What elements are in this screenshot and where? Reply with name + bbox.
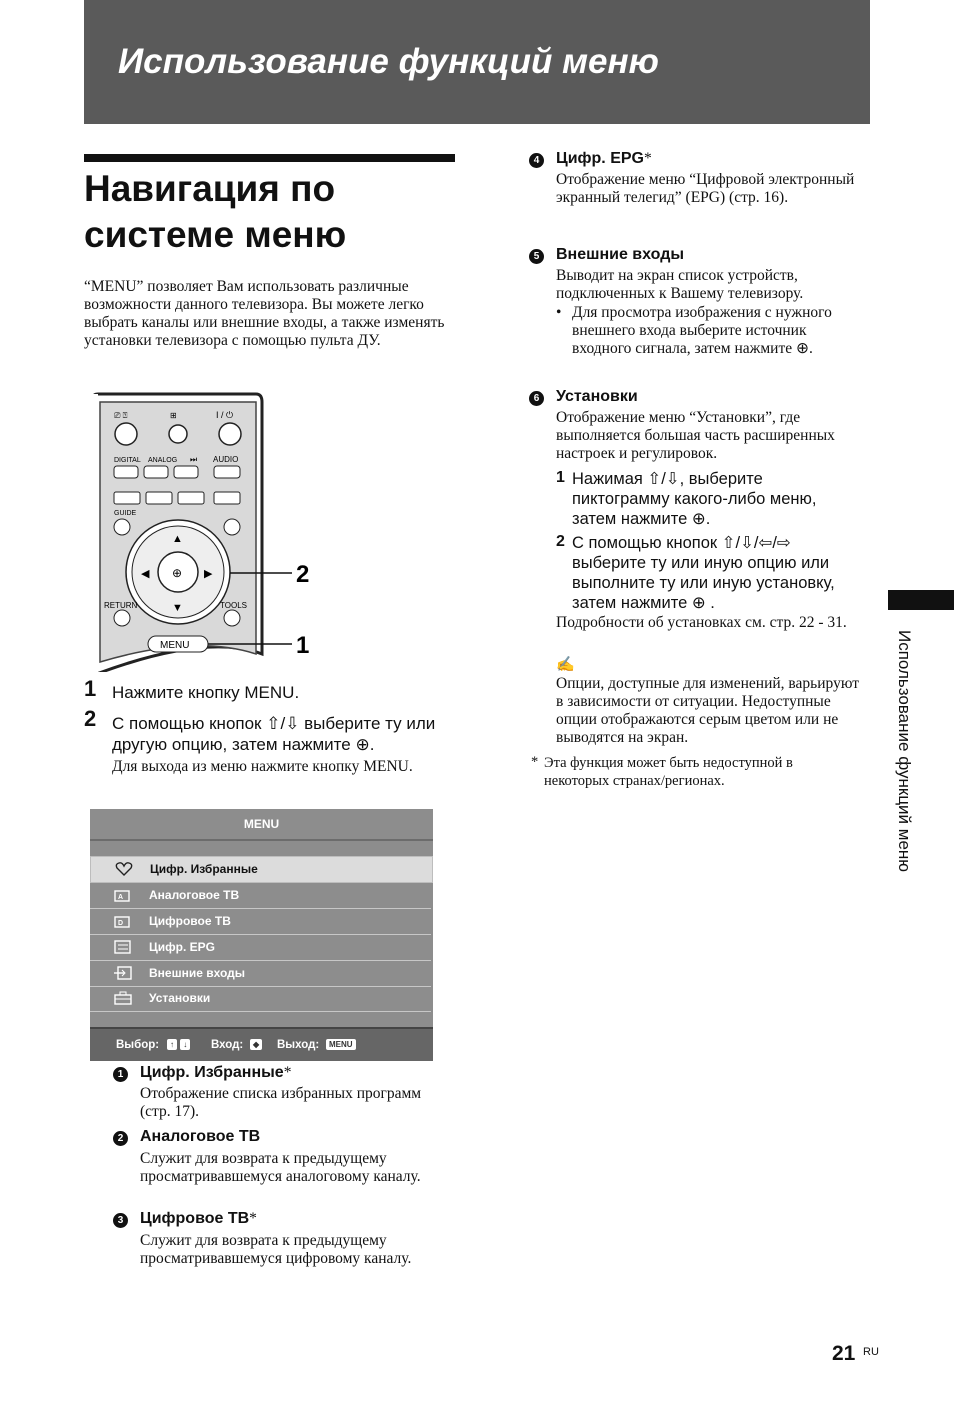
enter-key-icon: ◆	[250, 1029, 262, 1061]
menu-item-inputs: Внешние входы	[90, 961, 431, 987]
side-tab-marker	[888, 590, 954, 610]
digital-label: DIGITAL	[114, 457, 141, 464]
menu-footer: Выбор: ↑ ↓ Вход: ◆ Выход: MENU	[90, 1027, 433, 1061]
section-setup-body: Отображение меню “Установки”, где выполняется большая часть расширенных настроек и регулировок.	[556, 409, 835, 462]
power-label: I / ⏻	[216, 410, 234, 420]
menu-item-epg: Цифр. EPG	[90, 935, 431, 961]
svg-text:⏭: ⏭	[190, 455, 198, 464]
svg-text:A: A	[118, 894, 124, 901]
section-setup: 6 Установки	[529, 387, 638, 407]
menu-key: MENU	[326, 1039, 356, 1050]
setup-substep-2-text: С помощью кнопок ⇧/⇩/⇦/⇨ выберите ту или иную опцию или выполните ту или иную установку, затем нажмите ⊕ .	[572, 534, 835, 612]
analog-tv-icon	[114, 888, 132, 902]
svg-text:▼: ▼	[172, 602, 183, 614]
section-digital: 3 Цифровое ТВ*	[113, 1209, 257, 1229]
section-inputs-bullet: Для просмотра изображения с нужного внешнего входа выберите источник входного сигнала, затем нажмите ⊕.	[572, 304, 832, 357]
section-epg: 4 Цифр. EPG*	[529, 149, 652, 169]
note-pencil-icon: ✍	[556, 657, 575, 673]
epg-icon	[114, 940, 132, 954]
step-2-text: С помощью кнопок ⇧/⇩ выберите ту или другую опцию, затем нажмите ⊕.	[112, 714, 436, 754]
remote-illustration	[84, 392, 324, 672]
digital-tv-icon	[114, 914, 132, 928]
menu-item-favorites: Цифр. Избранные	[90, 856, 433, 883]
analog-label: ANALOG	[148, 457, 178, 464]
section-epg-body: Отображение меню “Цифровой электронный экранный телегид” (EPG) (стр. 16).	[556, 171, 855, 206]
side-tab-label: Использование функций меню	[895, 630, 914, 873]
section-favorites: 1 Цифр. Избранные*	[113, 1063, 291, 1083]
setup-details: Подробности об установках см. стр. 22 - 31.	[556, 614, 847, 631]
menu-title: MENU	[90, 809, 433, 841]
section-digital-body: Служит для возврата к предыдущему просматривавшемуся цифровому каналу.	[140, 1232, 412, 1267]
menu-screenshot	[90, 809, 433, 1059]
menu-item-setup: Установки	[90, 986, 431, 1012]
svg-text:▲: ▲	[172, 533, 183, 545]
setup-note: Опции, доступные для изменений, варьируют в зависимости от ситуации. Недоступные опции отображаются серым цветом или не выводятся на экран.	[556, 675, 859, 746]
step-2-note: Для выхода из меню нажмите кнопку MENU.	[112, 758, 413, 775]
intro-paragraph: “MENU” позволяет Вам использовать различные возможности данного телевизора. Вы можете легко выбрать каналы или внешние входы, а также изменять установки телевизора с помощью пульта ДУ.	[84, 278, 445, 349]
footnote-mark: *	[531, 754, 539, 770]
footnote: Эта функция может быть недоступной в некоторых странах/регионах.	[544, 755, 793, 789]
section-inputs-body: Выводит на экран список устройств, подключенных к Вашему телевизору.	[556, 267, 804, 302]
heart-icon	[115, 862, 133, 876]
callout-1: 1	[296, 632, 310, 659]
step-2-number: 2	[84, 706, 97, 731]
callout-2: 2	[296, 561, 310, 588]
setup-substep-1-text: Нажимая ⇧/⇩, выберите пиктограмму какого-либо меню, затем нажмите ⊕.	[572, 470, 817, 528]
page-lang: RU	[863, 1346, 879, 1358]
section-inputs: 5 Внешние входы	[529, 245, 684, 265]
page-number: 21	[832, 1342, 856, 1365]
menu-item-analog-tv: A Аналоговое ТВ	[90, 883, 431, 909]
section-favorites-body: Отображение списка избранных программ (стр. 17).	[140, 1085, 422, 1120]
heading-rule	[84, 154, 455, 162]
toolbox-icon	[114, 991, 132, 1005]
svg-text:D: D	[118, 920, 124, 927]
svg-text:⊞: ⊞	[170, 411, 177, 420]
bullet-dot: •	[556, 304, 562, 321]
setup-substep-2-number: 2	[556, 533, 565, 550]
menu-label: MENU	[160, 640, 190, 651]
svg-text:◀: ◀	[141, 568, 150, 580]
svg-text:▶: ▶	[204, 568, 213, 580]
guide-label: GUIDE	[114, 510, 137, 517]
menu-item-digital-tv: D Цифровое ТВ	[90, 909, 431, 935]
audio-label: AUDIO	[213, 455, 239, 464]
page-title: Навигация по системе меню	[84, 168, 347, 255]
step-1-number: 1	[84, 676, 97, 701]
input-icon	[114, 966, 132, 980]
section-analog: 2 Аналоговое ТВ	[113, 1127, 260, 1147]
return-label: RETURN	[104, 601, 138, 610]
step-1-text: Нажмите кнопку MENU.	[112, 683, 300, 702]
setup-substep-1-number: 1	[556, 469, 565, 486]
chapter-title: Использование функций меню	[118, 42, 659, 81]
svg-text:⎚ ⍰: ⎚ ⍰	[114, 411, 128, 420]
tools-label: TOOLS	[220, 601, 247, 610]
svg-text:⊕: ⊕	[172, 566, 183, 580]
section-analog-body: Служит для возврата к предыдущему просматривавшемуся аналоговому каналу.	[140, 1150, 421, 1185]
updown-key-icon: ↑ ↓	[167, 1029, 190, 1061]
